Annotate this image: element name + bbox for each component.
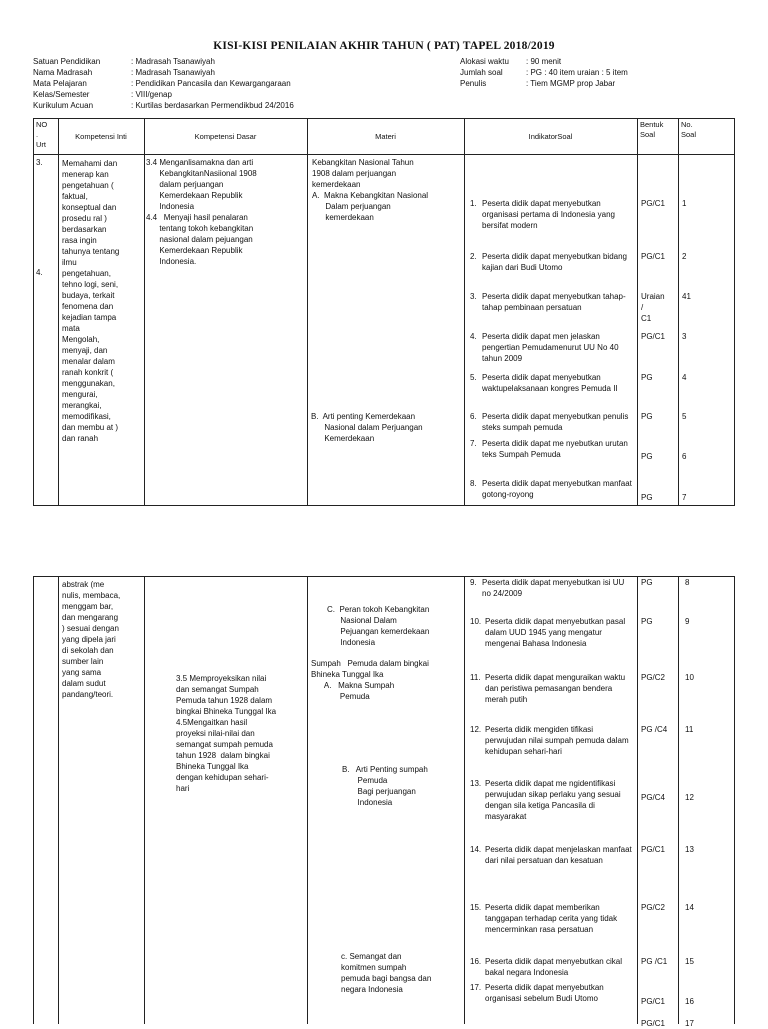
meta-value: : Pendidikan Pancasila dan Kewargangaraan	[131, 79, 291, 88]
indicator-number: 15.	[470, 903, 482, 912]
indicator-text: Peserta didik dapat memberikan tanggapan terhadap cerita yang tidak mencerminkan rasa persatuan	[485, 903, 618, 934]
meta-label: Penulis	[460, 79, 487, 88]
indicator-number: 1.	[470, 199, 477, 208]
indicator-text: Peserta didik dapat me ngidentifikasi perwujudan sikap perlaku yang sesuai dengan sila ketiga Pancasila di masyarakat	[485, 779, 621, 821]
materi-c-text: C. Peran tokoh Kebangkitan Nasional Dalam Pejuangan kemerdekaan Indonesia	[327, 605, 430, 647]
indicator-text: Peserta didik dapat menyebutkan bidang kajian dari Budi Utomo	[482, 252, 627, 272]
indicator-number: 13.	[470, 779, 482, 788]
meta-row	[460, 56, 628, 67]
rule	[464, 576, 465, 1024]
meta-label: Mata Pelajaran	[33, 79, 87, 88]
bentuk-soal-cell: PG/C1	[641, 845, 666, 854]
kompetensi-inti-text: abstrak (me nulis, membaca, menggam bar, dan mengarang ) sesuai dengan yang dipela jari di sekolah dan sumber lain yang sama dalam sudut pandang/teori.	[62, 580, 121, 699]
meta-value: : Madrasah Tsanawiyah	[131, 68, 215, 77]
rule	[464, 118, 465, 506]
bentuk-soal-cell: PG	[641, 617, 653, 626]
bentuk-soal-cell: PG/C2	[641, 903, 666, 912]
meta-value: : Tiem MGMP prop Jabar	[526, 79, 616, 88]
no-soal-cell: 10	[685, 673, 694, 682]
indicator-number: 14.	[470, 845, 482, 854]
meta-label: Alokasi waktu	[460, 57, 509, 66]
indicator-item	[470, 198, 634, 231]
rule	[734, 576, 735, 1024]
no-soal-cell: 5	[682, 412, 687, 421]
meta-label: Kurikulum Acuan	[33, 101, 94, 110]
no-soal-cell: 41	[682, 292, 691, 301]
bentuk-soal-cell: PG	[641, 578, 653, 587]
indicator-item	[470, 778, 634, 822]
rule	[144, 576, 145, 1024]
meta-label: Nama Madrasah	[33, 68, 93, 77]
indicator-item	[470, 844, 634, 866]
rule	[734, 118, 735, 506]
grid-table-page-1	[33, 118, 735, 506]
no-soal-cell: 11	[685, 725, 694, 734]
indicator-item	[470, 331, 634, 364]
bentuk-soal-cell: Uraian / C1	[641, 292, 665, 323]
indicator-text: Peserta didik dapat menguraikan waktu dan peristiwa pemasangan bendera merah putih	[485, 673, 626, 704]
no-soal-cell: 12	[685, 793, 694, 802]
materi-a-text: Kebangkitan Nasional Tahun 1908 dalam perjuangan kemerdekaan A. Makna Kebangkitan Nasional Dalam perjuangan kemerdekaan	[312, 158, 429, 222]
kompetensi-dasar-text: 3.5 Memproyeksikan nilai dan semangat Sumpah Pemuda tahun 1928 dalam bingkai Bhineka Tunggal Ika 4.5Mengaitkan hasil proyeksi nilai-nilai dan semangat sumpah pemuda tahun 1928 dalam bingkai Bhineka Tunggal Ika dengan kehidupan sehari- hari	[176, 674, 277, 793]
indicator-number: 7.	[470, 439, 477, 448]
bentuk-soal-cell: PG/C1	[641, 997, 666, 1006]
row-number: 3. 4.	[36, 158, 43, 277]
materi-b-text: B. Arti penting Kemerdekaan Nasional dalam Perjuangan Kemerdekaan	[311, 412, 423, 443]
indicator-text: Peserta didik dapat men jelaskan pengertian Pemudamenurut UU No 40 tahun 2009	[482, 332, 619, 363]
meta-label: Jumlah soal	[460, 68, 503, 77]
indicator-text: Peserta didik dapat menjelaskan manfaat dari nilai persatuan dan kesatuan	[485, 845, 632, 865]
rule	[58, 576, 59, 1024]
meta-value: : Madrasah Tsanawiyah	[131, 57, 215, 66]
indicator-number: 12.	[470, 725, 482, 734]
bentuk-soal-cell: PG/C1	[641, 1019, 666, 1028]
indicator-number: 3.	[470, 292, 477, 301]
no-soal-cell: 1	[682, 199, 687, 208]
indicator-text: Peserta didik dapat menyebutkan pasal dalam UUD 1945 yang mengatur mengenai Bahasa Indonesia	[485, 617, 626, 648]
meta-value: : PG : 40 item uraian : 5 item	[526, 68, 628, 77]
meta-row	[33, 89, 294, 100]
indicator-text: Peserta didik dapat menyebutkan cikal bakal negara Indonesia	[485, 957, 622, 977]
meta-value: : 90 menit	[526, 57, 562, 66]
header-bentuk-soal: Bentuk Soal	[640, 120, 664, 139]
rule	[144, 118, 145, 506]
bentuk-soal-cell: PG/C1	[641, 199, 666, 208]
no-soal-cell: 8	[685, 578, 690, 587]
no-soal-cell: 15	[685, 957, 694, 966]
rule	[33, 118, 735, 119]
indicator-item	[470, 982, 634, 1004]
meta-row	[460, 78, 628, 89]
indicator-item	[470, 724, 634, 757]
document-title: KISI-KISI PENILAIAN AKHIR TAHUN ( PAT) TAPEL 2018/2019	[213, 40, 555, 52]
rule	[678, 118, 679, 506]
materi-b-text: B. Arti Penting sumpah Pemuda Bagi perjuangan Indonesia	[342, 765, 428, 807]
meta-value: : VIII/genap	[131, 90, 172, 99]
header-no-soal: No. Soal	[681, 120, 697, 139]
meta-right	[460, 56, 628, 89]
bentuk-soal-cell: PG	[641, 452, 653, 461]
bentuk-soal-cell: PG	[641, 373, 653, 382]
bentuk-soal-cell: PG/C2	[641, 673, 666, 682]
indicator-text: Peserta didik dapat menyebutkan waktupelaksanaan kongres Pemuda II	[482, 373, 618, 393]
indicator-text: Peserta didik dapat menyebutkan manfaat gotong-royong	[482, 479, 632, 499]
header-materi: Materi	[375, 132, 396, 141]
rule	[33, 118, 34, 506]
indicator-text: Peserta didik dapat me nyebutkan urutan teks Sumpah Pemuda	[482, 439, 628, 459]
no-soal-cell: 13	[685, 845, 694, 854]
meta-label: Satuan Pendidikan	[33, 57, 101, 66]
no-soal-cell: 9	[685, 617, 690, 626]
indicator-number: 11.	[470, 673, 481, 682]
no-soal-cell: 17	[685, 1019, 694, 1028]
kompetensi-inti-text: Memahami dan menerap kan pengetahuan ( faktual, konseptual dan prosedu ral ) berdasarkan rasa ingin tahunya tentang ilmu pengetahuan, tehno logi, seni, budaya, terkait fenomena dan kejadian tampa mata Mengolah, menyaji, dan menalar dalam ranah konkrit ( menggunakan, mengurai, merangkai, memodifikasi, dan membu at ) dan ranah	[62, 159, 120, 443]
rule	[307, 576, 308, 1024]
no-soal-cell: 6	[682, 452, 687, 461]
indicator-number: 8.	[470, 479, 477, 488]
header-indikator: IndikatorSoal	[528, 132, 573, 141]
indicator-text: Peserta didik mengiden tifikasi perwujudan nilai sumpah pemuda dalam kehidupan sehari-hari	[485, 725, 629, 756]
no-soal-cell: 7	[682, 493, 687, 502]
meta-row	[460, 67, 628, 78]
meta-label: Kelas/Semester	[33, 90, 90, 99]
no-soal-cell: 16	[685, 997, 694, 1006]
indicator-number: 10.	[470, 617, 482, 626]
rule	[637, 576, 638, 1024]
indicator-text: Peserta didik dapat menyebutkan tahap-tahap pembinaan persatuan	[482, 292, 626, 312]
indicator-number: 17.	[470, 983, 482, 992]
indicator-text: Peserta didik dapat menyebutkan penulis steks sumpah pemuda	[482, 412, 629, 432]
grid-table-page-2	[33, 576, 735, 1028]
meta-value: : Kurtilas berdasarkan Permendikbud 24/2016	[131, 101, 294, 110]
indicator-text: Peserta didik dapat menyebutkan isi UU no 24/2009	[482, 578, 625, 598]
indicator-number: 5.	[470, 373, 477, 382]
rule	[33, 505, 735, 506]
bentuk-soal-cell: PG/C4	[641, 793, 666, 802]
indicator-item	[470, 616, 634, 649]
meta-left	[33, 56, 294, 111]
indicator-text: Peserta didik dapat menyebutkan organisasi sebelum Budi Utomo	[485, 983, 604, 1003]
meta-row	[33, 100, 294, 111]
header-kompetensi-dasar: Kompetensi Dasar	[194, 132, 257, 141]
no-soal-cell: 4	[682, 373, 687, 382]
rule	[637, 118, 638, 506]
indicator-number: 4.	[470, 332, 477, 341]
indicator-item	[470, 251, 634, 273]
rule	[33, 154, 735, 155]
indicator-item	[470, 372, 634, 394]
rule	[58, 118, 59, 506]
meta-row	[33, 67, 294, 78]
indicator-item	[470, 902, 634, 935]
meta-row	[33, 56, 294, 67]
indicator-item	[470, 672, 634, 705]
kompetensi-dasar-text: 3.4 Menganlisamakna dan arti KebangkitanNasiional 1908 dalam perjuangan Kemerdekaan Republik Indonesia 4.4 Menyaji hasil penalaran tentang tokoh kebangkitan nasional dalam pejuangan Kemerdekaan Republik Indonesia.	[146, 158, 257, 266]
indicator-number: 2.	[470, 252, 477, 261]
no-soal-cell: 14	[685, 903, 694, 912]
bentuk-soal-cell: PG	[641, 412, 653, 421]
rule	[33, 576, 34, 1024]
header-no: NO . Urt	[36, 120, 48, 149]
indicator-item	[470, 411, 634, 433]
no-soal-cell: 2	[682, 252, 687, 261]
indicator-text: Peserta didik dapat menyebutkan organisasi pertama di Indonesia yang bersifat modern	[482, 199, 615, 230]
indicator-item	[470, 478, 634, 500]
materi-sumpah-text: Sumpah Pemuda dalam bingkai Bhineka Tunggal Ika A. Makna Sumpah Pemuda	[311, 659, 429, 701]
indicator-item	[470, 956, 634, 978]
bentuk-soal-cell: PG/C1	[641, 332, 666, 341]
meta-row	[33, 78, 294, 89]
bentuk-soal-cell: PG/C1	[641, 252, 666, 261]
no-soal-cell: 3	[682, 332, 687, 341]
bentuk-soal-cell: PG	[641, 493, 653, 502]
indicator-item	[470, 438, 634, 460]
header-kompetensi-inti: Kompetensi Inti	[75, 132, 127, 141]
indicator-item	[470, 577, 634, 599]
indicator-number: 16.	[470, 957, 482, 966]
bentuk-soal-cell: PG /C4	[641, 725, 668, 734]
indicator-item	[470, 291, 634, 313]
indicator-number: 9.	[470, 578, 477, 587]
rule	[678, 576, 679, 1024]
rule	[307, 118, 308, 506]
materi-c2-text: c. Semangat dan komitmen sumpah pemuda bagi bangsa dan negara Indonesia	[341, 952, 432, 994]
bentuk-soal-cell: PG /C1	[641, 957, 668, 966]
indicator-number: 6.	[470, 412, 477, 421]
